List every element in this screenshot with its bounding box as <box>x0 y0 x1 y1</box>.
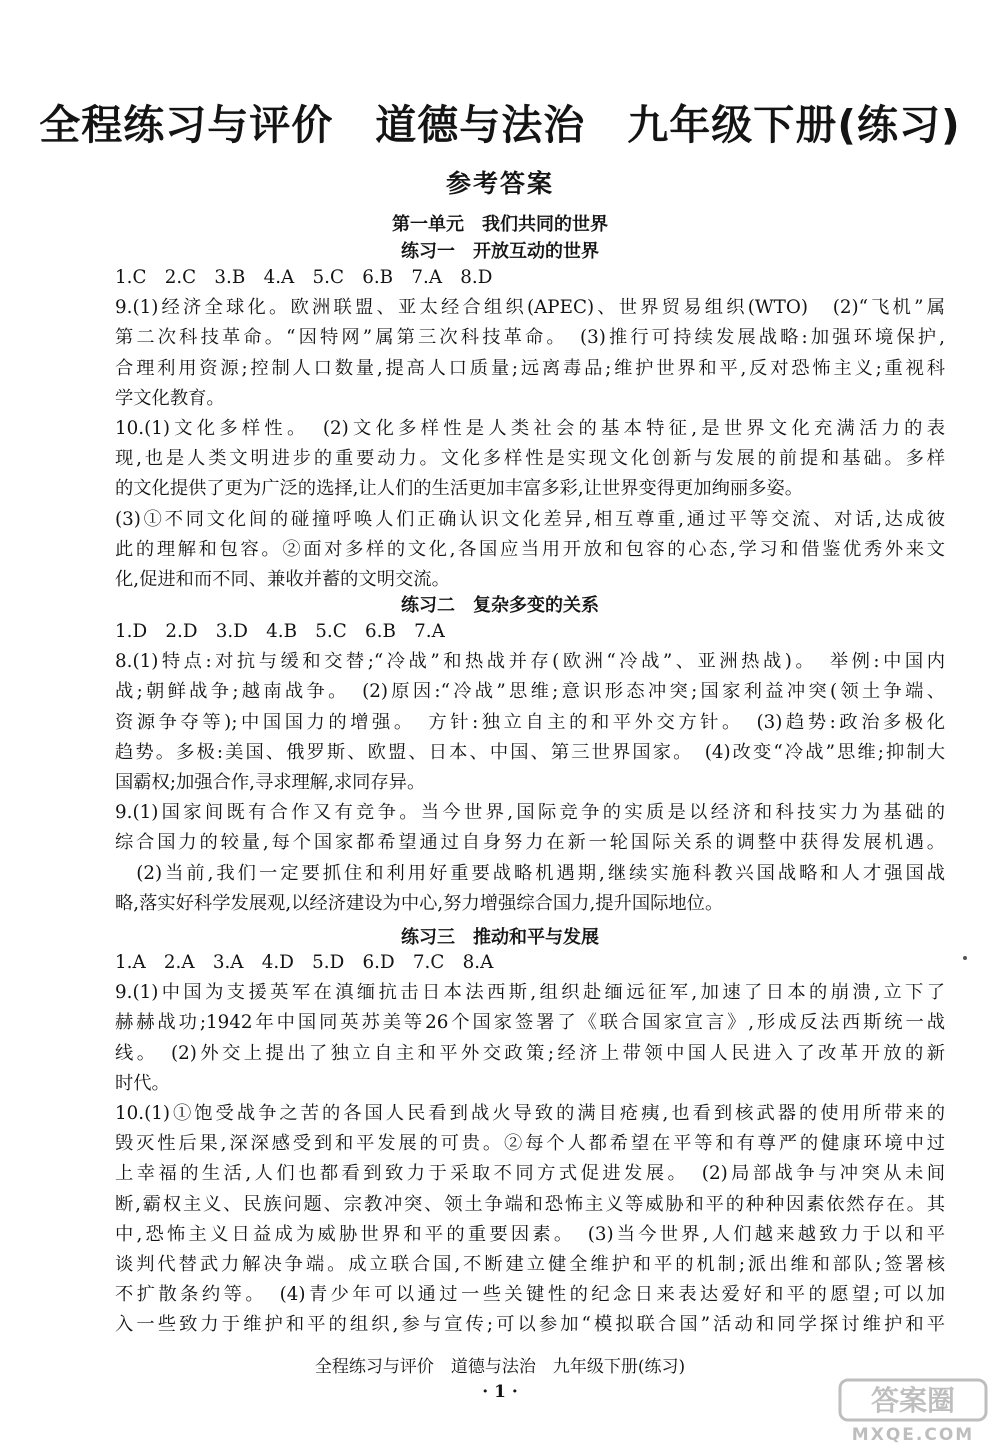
answer-line: 上幸福的生活,人们也都看到致力于采取不同方式促进发展。 (2)局部战争与冲突从未间 <box>115 1163 945 1185</box>
answer-line: (3)①不同文化间的碰撞呼唤人们正确认识文化差异,相互尊重,通过平等交流、对话,达成彼 <box>115 508 945 530</box>
answer-line: 综合国力的较量,每个国家都希望通过自身努力在新一轮国际关系的调整中获得发展机遇。 <box>115 832 945 854</box>
answer-line: 学文化教育。 <box>115 387 225 409</box>
answer-line: 1.D 2.D 3.D 4.B 5.C 6.B 7.A <box>115 621 445 642</box>
answer-line: 断,霸权主义、民族问题、宗教冲突、领土争端和恐怖主义等威胁和平的种种因素依然存在。其 <box>115 1193 945 1215</box>
section-body-1 <box>115 263 945 595</box>
section-heading-2: 练习二 复杂多变的关系 <box>401 595 599 616</box>
answer-line: 9.(1)经济全球化。欧洲联盟、亚太经合组织(APEC)、世界贸易组织(WTO) (2)“飞机”属 <box>115 297 945 319</box>
section-body-2 <box>115 617 945 919</box>
answer-line: 1.A 2.A 3.A 4.D 5.D 6.D 7.C 8.A <box>115 952 494 973</box>
watermark-logo <box>838 1378 988 1444</box>
main-title: 全程练习与评价 道德与法治 九年级下册(练习) <box>39 101 961 149</box>
answer-line: 现,也是人类文明进步的重要动力。文化多样性是实现文化创新与发展的前提和基础。多样 <box>115 448 945 470</box>
watermark-logo-text: 答案圈 <box>870 1384 956 1417</box>
footer-title: 全程练习与评价 道德与法治 九年级下册(练习) <box>314 1357 686 1377</box>
watermark-url-text: MXQE.COM <box>851 1425 975 1444</box>
section-heading-3: 练习三 推动和平与发展 <box>401 927 599 948</box>
section-body-3 <box>115 948 945 1341</box>
answer-line: (2)当前,我们一定要抓住和利用好重要战略机遇期,继续实施科教兴国战略和人才强国战 <box>115 862 945 884</box>
answer-line: 8.(1)特点:对抗与缓和交替;“冷战”和热战并存(欧洲“冷战”、亚洲热战)。 举例:中国内 <box>115 651 945 673</box>
answer-line: 9.(1)国家间既有合作又有竞争。当今世界,国际竞争的实质是以经济和科技实力为基础的 <box>115 802 945 824</box>
answer-line: 1.C 2.C 3.B 4.A 5.C 6.B 7.A 8.D <box>115 267 493 288</box>
answer-line: 合理利用资源;控制人口数量,提高人口质量;远离毒品;维护世界和平,反对恐怖主义;重视科 <box>115 357 945 379</box>
answer-line: 不扩散条约等。 (4)青少年可以通过一些关键性的纪念日来表达爱好和平的愿望;可以加 <box>115 1284 945 1306</box>
answer-line: 10.(1)①饱受战争之苦的各国人民看到战火导致的满目疮痍,也看到核武器的使用所带来的 <box>115 1103 945 1125</box>
answer-line: 时代。 <box>115 1072 170 1094</box>
answer-line: 国霸权;加强合作,寻求理解,求同存异。 <box>115 772 426 794</box>
answer-line: 第二次科技革命。“因特网”属第三次科技革命。 (3)推行可持续发展战略:加强环境保护, <box>115 327 945 349</box>
answer-line: 入一些致力于维护和平的组织,参与宣传;可以参加“模拟联合国”活动和同学探讨维护和平 <box>115 1314 945 1336</box>
answer-line: 此的理解和包容。②面对多样的文化,各国应当用开放和包容的心态,学习和借鉴优秀外来文 <box>115 538 945 560</box>
answer-key-title: 参考答案 <box>445 169 554 198</box>
answer-line: 10.(1)文化多样性。 (2)文化多样性是人类社会的基本特征,是世界文化充满活力的表 <box>115 418 945 440</box>
answer-line: 资源争夺等);中国国力的增强。 方针:独立自主的和平外交方针。 (3)趋势:政治多极化 <box>115 711 945 733</box>
answer-line: 谈判代替武力解决争端。成立联合国,不断建立健全维护和平的机制;派出维和部队;签署核 <box>115 1254 945 1276</box>
answer-line: 趋势。多极:美国、俄罗斯、欧盟、日本、中国、第三世界国家。 (4)改变“冷战”思维;抑制大 <box>115 741 945 763</box>
page-number: · 1 · <box>482 1382 518 1402</box>
answer-line: 9.(1)中国为支援英军在滇缅抗击日本法西斯,组织赴缅远征军,加速了日本的崩溃,立下了 <box>115 982 945 1004</box>
answer-line: 的文化提供了更为广泛的选择,让人们的生活更加丰富多彩,让世界变得更加绚丽多姿。 <box>115 478 804 500</box>
unit-heading: 第一单元 我们共同的世界 <box>392 214 608 235</box>
print-speck <box>963 956 967 960</box>
section-heading-1: 练习一 开放互动的世界 <box>401 241 599 262</box>
answer-line: 线。 (2)外交上提出了独立自主和平外交政策;经济上带领中国人民进入了改革开放的新 <box>115 1042 945 1064</box>
answer-line: 化,促进和而不同、兼收并蓄的文明交流。 <box>115 569 450 591</box>
answer-line: 中,恐怖主义日益成为威胁世界和平的重要因素。 (3)当今世界,人们越来越致力于以和平 <box>115 1223 945 1245</box>
answer-line: 略,落实好科学发展观,以经济建设为中心,努力增强综合国力,提升国际地位。 <box>115 892 724 914</box>
answer-line: 战;朝鲜战争;越南战争。 (2)原因:“冷战”思维;意识形态冲突;国家利益冲突(领土争端、 <box>115 681 945 703</box>
answer-line: 赫赫战功;1942年中国同英苏美等26个国家签署了《联合国家宣言》,形成反法西斯统一战 <box>115 1012 945 1034</box>
answer-line: 毁灭性后果,深深感受到和平发展的可贵。②每个人都希望在平等和有尊严的健康环境中过 <box>115 1133 945 1155</box>
